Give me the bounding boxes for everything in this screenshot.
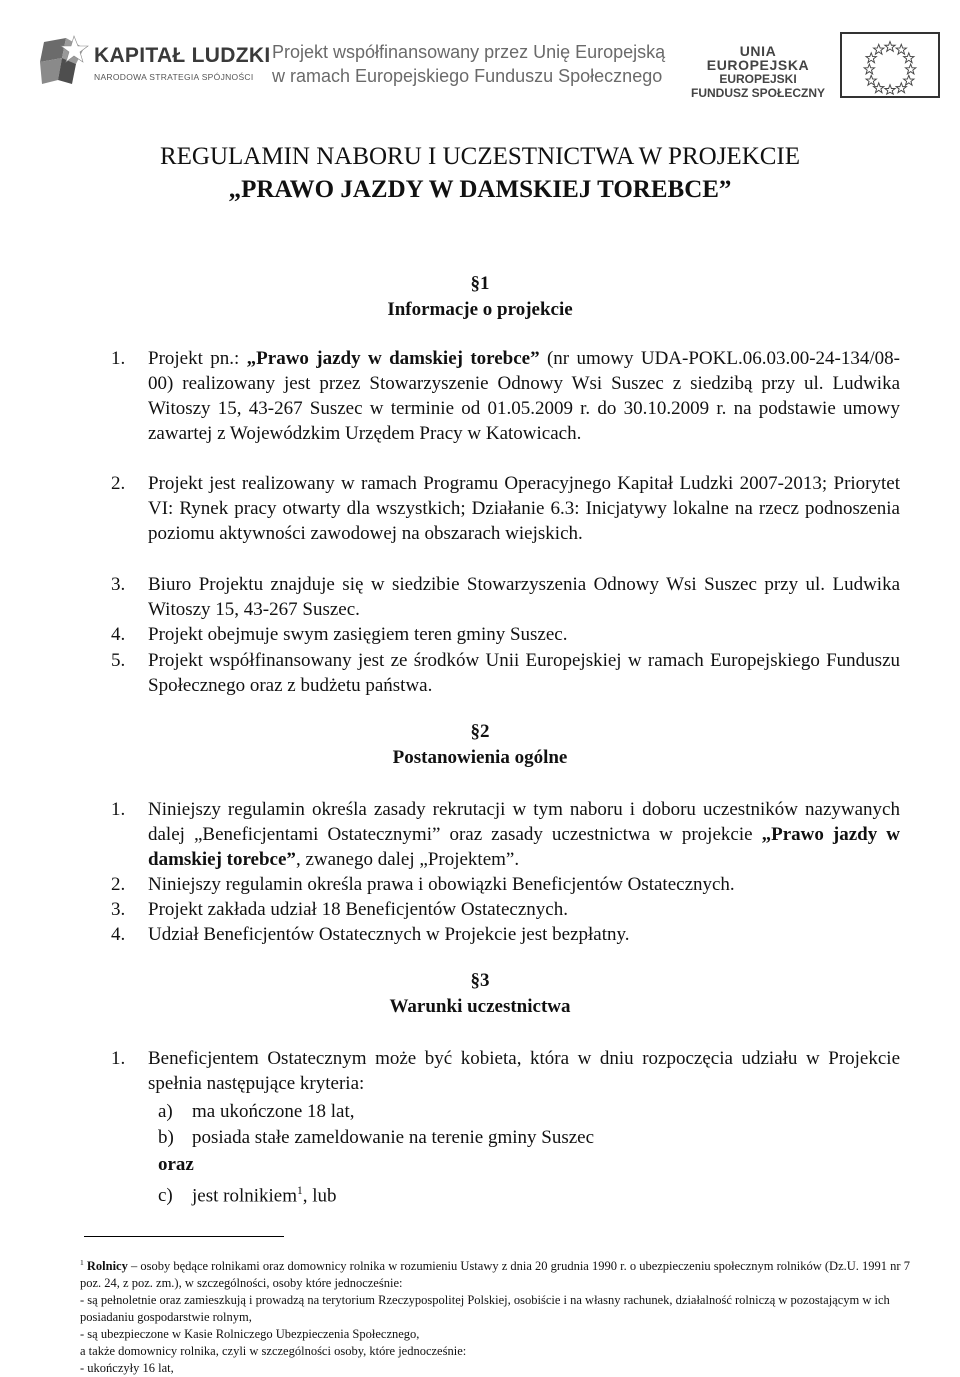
footnote-divider — [84, 1236, 284, 1237]
s2-item-2 — [111, 872, 900, 897]
s1-item-2 — [111, 471, 900, 546]
footnote-line-5: - ukończyły 16 lat, — [80, 1361, 174, 1376]
item-text: Udział Beneficjentów Ostatecznych w Projekcie jest bezpłatny. — [148, 924, 630, 945]
cofinancing-line-1: Projekt współfinansowany przez Unię Europejską — [272, 42, 666, 62]
item-text: Projekt współfinansowany jest ze środków Unii Europejskiej w ramach Europejskiego Funduszu Społecznego oraz z budżetu państwa. — [148, 650, 900, 696]
item-number: 1. — [111, 1048, 126, 1069]
item-number: 4. — [111, 924, 126, 945]
item-number: 4. — [111, 624, 126, 645]
section-3-title: Warunki uczestnictwa — [389, 996, 571, 1017]
cofinancing-line-2: w ramach Europejskiego Funduszu Społecznego — [272, 66, 663, 86]
criterion-letter: a) — [158, 1101, 173, 1122]
item-text: Niniejszy regulamin określa prawa i obowiązki Beneficjentów Ostatecznych. — [148, 874, 735, 895]
section-2-title: Postanowienia ogólne — [392, 747, 568, 768]
eu-flag-icon — [840, 32, 940, 98]
criterion-text: jest rolnikiem — [192, 1185, 298, 1207]
criterion-c — [158, 1179, 337, 1208]
item-number: 1. — [111, 348, 126, 369]
criterion-tail: , lub — [302, 1185, 337, 1207]
section-3-number: §3 — [470, 970, 490, 991]
criterion-b — [158, 1125, 594, 1150]
criterion-text: ma ukończone 18 lat, — [192, 1101, 355, 1122]
project-name: „Prawo jazdy w damskiej torebce” — [148, 824, 900, 870]
document-title-line-2: „PRAWO JAZDY W DAMSKIEJ TOREBCE” — [228, 176, 732, 203]
page-header — [0, 0, 960, 112]
item-text: Beneficjentem Ostatecznym może być kobieta, która w dniu rozpoczęcia udziału w Projekcie spełnia następujące kryteria: — [148, 1048, 900, 1094]
s2-item-4 — [111, 922, 900, 947]
footnote-ref[interactable]: 1 — [297, 1185, 303, 1197]
criterion-text: posiada stałe zameldowanie na terenie gminy Suszec — [192, 1127, 595, 1148]
item-number: 5. — [111, 650, 126, 671]
document-title-line-1: REGULAMIN NABORU I UCZESTNICTWA W PROJEKCIE — [159, 143, 801, 170]
s1-item-5 — [111, 648, 900, 698]
criterion-a — [158, 1099, 355, 1124]
section-1-title: Informacje o projekcie — [387, 299, 573, 320]
criterion-letter: c) — [158, 1185, 173, 1207]
item-text: (nr umowy UDA-POKL.06.03.00-24-134/08-00) realizowany jest przez Stowarzyszenie Odnowy Wsi Suszec z siedzibą przy ul. Ludwika Witoszy 15, 43-267 Suszec w terminie od 01.05.2009 r. do 30.10.2009 r. na podstawie umowy zawartej z Wojewódzkim Urzędem Pracy w Katowicach. — [148, 348, 900, 444]
criteria-connector: oraz — [158, 1154, 194, 1175]
eu-line-3: FUNDUSZ SPOŁECZNY — [690, 86, 825, 100]
footnote-line-2: - są pełnoletnie oraz zamieszkują i prowadzą na terytorium Rzeczypospolitej Polskiej, osobiście i na własny rachunek, działalność rolniczą w pozostającym w ich posiadaniu gospodarstwie rolnym, — [80, 1293, 890, 1325]
eu-line-1: UNIA EUROPEJSKA — [706, 43, 810, 73]
s1-item-4 — [111, 622, 900, 647]
footnote-line-4: a także domownicy rolnika, czyli w szczególności osoby, które jednocześnie: — [80, 1344, 467, 1359]
s1-item-3 — [111, 572, 900, 622]
item-text: Projekt pn.: — [148, 348, 247, 369]
eu-line-2: EUROPEJSKI — [719, 72, 797, 86]
item-text: Niniejszy regulamin określa zasady rekrutacji w tym naboru i doboru uczestników nazywanych dalej „Beneficjentami Ostatecznymi” oraz zasady uczestnictwa w projekcie — [148, 799, 900, 845]
item-number: 2. — [111, 473, 126, 494]
eu-logo-text — [688, 44, 828, 100]
s1-item-1 — [111, 346, 900, 446]
footnote-marker: 1 — [80, 1258, 84, 1267]
section-2-number: §2 — [470, 721, 490, 742]
criterion-letter: b) — [158, 1127, 174, 1148]
footnote-line-1: $^1$ Rolnicy – osoby będące rolnikami oraz domownicy rolnika w rozumieniu Ustawy z dnia 20 grudnia 1990 r. o ubezpieczeniu społecznym rolników (Dz.U. 1991 nr 7 poz. 24, z poz. zm.), w szczególności, osoby które jednocześnie: — [80, 1258, 910, 1291]
kapital-ludzki-logo — [30, 30, 271, 100]
project-name: „Prawo jazdy w damskiej torebce” — [246, 348, 540, 369]
item-number: 1. — [111, 799, 126, 820]
kl-title: KAPITAŁ LUDZKI — [94, 44, 271, 67]
s2-item-1 — [111, 797, 900, 872]
kapital-ludzki-star-icon — [36, 34, 98, 90]
item-text: Projekt obejmuje swym zasięgiem teren gminy Suszec. — [148, 624, 568, 645]
item-text: Projekt jest realizowany w ramach Programu Operacyjnego Kapitał Ludzki 2007-2013; Priorytet VI: Rynek pracy otwarty dla wszystkich; Działanie 6.3: Inicjatywy lokalne na rzecz podnoszenia poziomu aktywności zawodowej na obszarach wiejskich. — [148, 473, 900, 544]
item-text: Projekt zakłada udział 18 Beneficjentów Ostatecznych. — [148, 899, 568, 920]
footnote-line-3: - są ubezpieczone w Kasie Rolniczego Ubezpieczenia Społecznego, — [80, 1327, 420, 1342]
kl-subtitle: NARODOWA STRATEGIA SPÓJNOŚCI — [94, 72, 254, 82]
section-1-number: §1 — [470, 273, 490, 294]
footnote — [80, 1254, 910, 1377]
s3-item-1 — [111, 1046, 900, 1096]
cofinancing-note — [272, 40, 665, 88]
item-text: , zwanego dalej „Projektem”. — [295, 849, 520, 870]
item-number: 3. — [111, 899, 126, 920]
item-number: 2. — [111, 874, 126, 895]
footnote-term: Rolnicy — [86, 1259, 128, 1274]
item-number: 3. — [111, 574, 126, 595]
s2-item-3 — [111, 897, 900, 922]
item-text: Biuro Projektu znajduje się w siedzibie Stowarzyszenia Odnowy Wsi Suszec przy ul. Ludwika Witoszy 15, 43-267 Suszec. — [148, 574, 900, 620]
